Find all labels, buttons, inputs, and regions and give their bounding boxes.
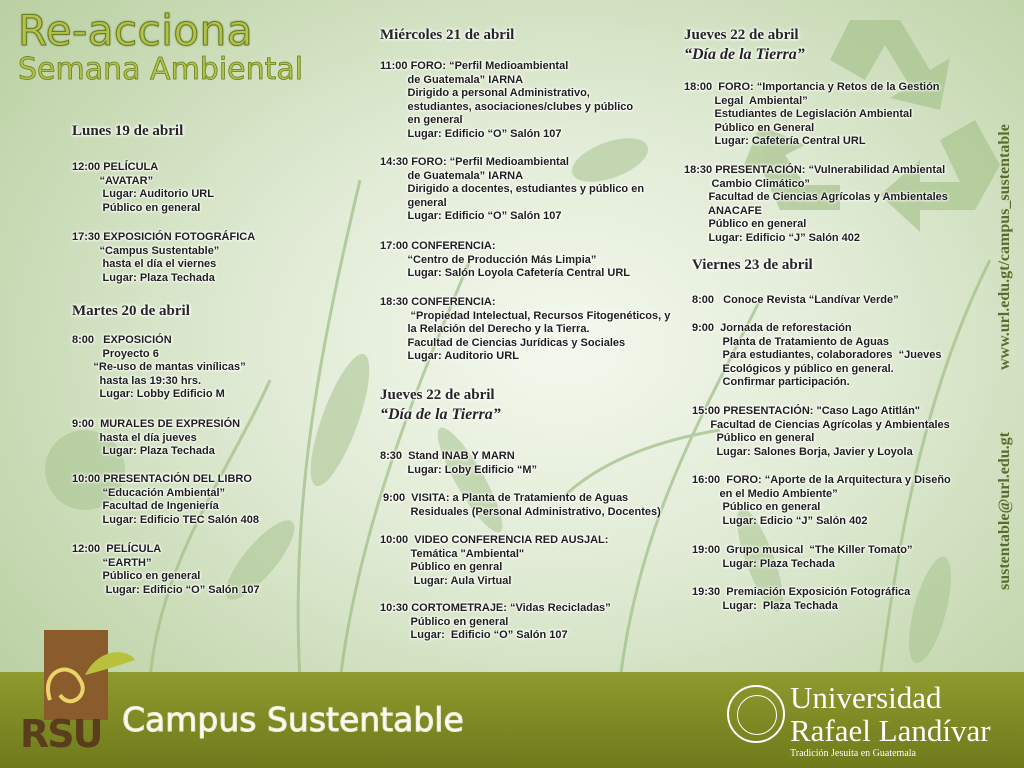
event-line: Público en general [72, 201, 201, 214]
event-line: 12:00 PELÍCULA [72, 161, 159, 173]
event-block [692, 544, 912, 571]
event-block [72, 473, 259, 527]
event-line: 9:00 MURALES DE EXPRESIÓN [72, 418, 241, 430]
event-line: 17:30 EXPOSICIÓN FOTOGRÁFICA [72, 231, 256, 243]
event-block [72, 543, 260, 597]
event-line: de Guatemala” IARNA [380, 73, 524, 86]
event-line: Lugar: Edificio “O” Salón 107 [380, 127, 562, 140]
university-name-line2: Rafael Landívar [790, 713, 991, 748]
event-line: Cambio Climático” [684, 177, 810, 190]
event-line: hasta las 19:30 hrs. [72, 374, 202, 387]
event-line: 16:00 FORO: “Aporte de la Arquitectura y Diseño [692, 474, 951, 486]
event-line: en el Medio Ambiente” [692, 487, 838, 500]
event-block [72, 334, 246, 402]
event-line: 8:00 Conoce Revista “Landívar Verde” [692, 294, 899, 306]
event-block [72, 161, 214, 215]
event-line: Temática "Ambiental" [380, 547, 525, 560]
event-line: 12:00 PELÍCULA [72, 543, 162, 555]
event-line: 9:00 Jornada de reforestación [692, 322, 852, 334]
event-line: Lugar: Auditorio URL [380, 350, 519, 363]
event-line: 18:00 FORO: “Importancia y Retos de la Gestión [684, 81, 940, 93]
event-line: Lugar: Plaza Techada [692, 599, 838, 612]
event-line: Para estudiantes, colaboradores “Jueves [692, 349, 942, 362]
event-block [684, 81, 940, 149]
event-line: Legal Ambiental” [684, 94, 808, 107]
email-link[interactable]: sustentable@url.edu.gt [996, 431, 1013, 590]
event-line: 10:00 VIDEO CONFERENCIA RED AUSJAL: [380, 534, 609, 546]
event-line: Lugar: Edificio “O” Salón 107 [380, 629, 568, 642]
event-block [72, 231, 255, 285]
university-name-line1: Universidad [790, 680, 942, 715]
event-line: Dirigido a personal Administrativo, [380, 87, 590, 100]
event-line: Planta de Tratamiento de Aguas [692, 335, 890, 348]
event-line: “Re-uso de mantas vinílicas” [72, 361, 246, 374]
event-line: “AVATAR” [72, 174, 154, 187]
event-line: “Campus Sustentable” [72, 244, 220, 257]
event-line: Lugar: Edificio “J” Salón 402 [684, 231, 861, 244]
event-line: 10:00 PRESENTACIÓN DEL LIBRO [72, 473, 252, 485]
event-line: 9:00 VISITA: a Planta de Tratamiento de Aguas [380, 492, 629, 504]
event-line: 18:30 PRESENTACIÓN: “Vulnerabilidad Ambiental [684, 164, 946, 176]
day-heading: Martes 20 de abril [72, 303, 190, 319]
event-line: “Propiedad Intelectual, Recursos Fitogenéticos, y [380, 309, 671, 322]
day-heading: Viernes 23 de abril [692, 257, 813, 273]
event-line: Lugar: Aula Virtual [380, 574, 512, 587]
event-line: Lugar: Edicio “J” Salón 402 [692, 514, 868, 527]
event-line: Lugar: Plaza Techada [72, 445, 215, 458]
event-line: en general [380, 114, 463, 127]
page-subtitle: Semana Ambiental [18, 52, 304, 87]
event-line: Proyecto 6 [72, 347, 159, 360]
university-tagline: Tradición Jesuita en Guatemala [790, 748, 916, 759]
event-line: Público en general [72, 570, 201, 583]
event-block [380, 534, 608, 588]
event-line: Lugar: Loby Edificio “M” [380, 463, 538, 476]
event-line: Público en general [684, 218, 807, 231]
event-block [380, 296, 670, 364]
event-block [380, 602, 611, 643]
event-line: Lugar: Edificio “O” Salón 107 [72, 583, 260, 596]
event-line: 15:00 PRESENTACIÓN: "Caso Lago Atitlán" [692, 405, 921, 417]
event-block [380, 450, 537, 477]
event-line: “Centro de Producción Más Limpia” [380, 253, 597, 266]
day-heading: Jueves 22 de abril [380, 387, 495, 403]
event-line: “EARTH” [72, 556, 152, 569]
event-line: Lugar: Edificio “O” Salón 107 [380, 210, 562, 223]
event-line: “Educación Ambiental” [72, 486, 226, 499]
event-block [692, 294, 899, 308]
event-block [380, 156, 644, 224]
event-block [684, 164, 948, 246]
event-line: Ecológicos y público en general. [692, 362, 894, 375]
event-block [72, 418, 240, 459]
event-line: de Guatemala” IARNA [380, 169, 524, 182]
day-heading: Jueves 22 de abril [684, 27, 799, 43]
rsu-logo: RSU [20, 712, 102, 756]
event-block [380, 240, 630, 281]
event-line: Estudiantes de Legislación Ambiental [684, 108, 913, 121]
page-title: Re-acciona [18, 6, 253, 55]
event-line: 17:00 CONFERENCIA: [380, 240, 496, 252]
event-block [380, 60, 633, 142]
event-block [380, 492, 661, 519]
event-block [692, 586, 910, 613]
event-line: Lugar: Lobby Edificio M [72, 388, 225, 401]
event-block [692, 474, 951, 528]
university-seal-icon [727, 685, 785, 743]
event-line: la Relación del Derecho y la Tierra. [380, 323, 590, 336]
event-line: Lugar: Plaza Techada [692, 557, 835, 570]
event-block [692, 322, 941, 390]
website-link[interactable]: www.url.edu.gt/campus_sustentable [996, 124, 1013, 370]
event-line: Facultad de Ciencias Agrícolas y Ambientales [692, 418, 950, 431]
event-block [692, 405, 950, 459]
event-line: Facultad de Ciencias Jurídicas y Sociales [380, 336, 626, 349]
event-line: Público en general [692, 501, 821, 514]
event-line: general [380, 196, 447, 209]
event-line: 8:00 EXPOSICIÓN [72, 334, 172, 346]
day-subheading: “Día de la Tierra” [684, 46, 805, 63]
event-line: 19:00 Grupo musical “The Killer Tomato” [692, 544, 913, 556]
campus-sustentable-logo: Campus Sustentable [122, 700, 464, 739]
event-line: Facultad de Ciencias Agrícolas y Ambientales [684, 191, 948, 204]
day-subheading: “Día de la Tierra” [380, 406, 501, 423]
event-line: 14:30 FORO: “Perfil Medioambiental [380, 156, 569, 168]
event-line: Público en general [380, 615, 509, 628]
event-line: Público en genral [380, 561, 503, 574]
event-line: 8:30 Stand INAB Y MARN [380, 450, 515, 462]
event-line: 18:30 CONFERENCIA: [380, 296, 496, 308]
event-line: ANACAFE [684, 204, 762, 217]
event-line: Lugar: Salón Loyola Cafetería Central URL [380, 267, 630, 280]
event-line: Lugar: Edificio TEC Salón 408 [72, 513, 260, 526]
event-line: Confirmar participación. [692, 376, 850, 389]
event-line: Facultad de Ingeniería [72, 500, 219, 513]
event-line: Público en general [692, 432, 815, 445]
event-line: hasta el día el viernes [72, 258, 217, 271]
event-line: hasta el día jueves [72, 431, 197, 444]
event-line: Público en General [684, 121, 815, 134]
event-line: Lugar: Cafetería Central URL [684, 135, 866, 148]
event-line: estudiantes, asociaciones/clubes y público [380, 100, 634, 113]
event-line: Residuales (Personal Administrativo, Docentes) [380, 505, 661, 518]
event-line: 10:30 CORTOMETRAJE: “Vidas Recicladas” [380, 602, 611, 614]
day-heading: Miércoles 21 de abril [380, 27, 515, 43]
event-line: Lugar: Auditorio URL [72, 188, 214, 201]
day-heading: Lunes 19 de abril [72, 123, 184, 139]
event-line: 19:30 Premiación Exposición Fotográfica [692, 586, 911, 598]
event-line: 11:00 FORO: “Perfil Medioambiental [380, 60, 569, 72]
event-line: Lugar: Plaza Techada [72, 271, 215, 284]
event-line: Lugar: Salones Borja, Javier y Loyola [692, 445, 913, 458]
event-line: Dirigido a docentes, estudiantes y público en [380, 183, 645, 196]
